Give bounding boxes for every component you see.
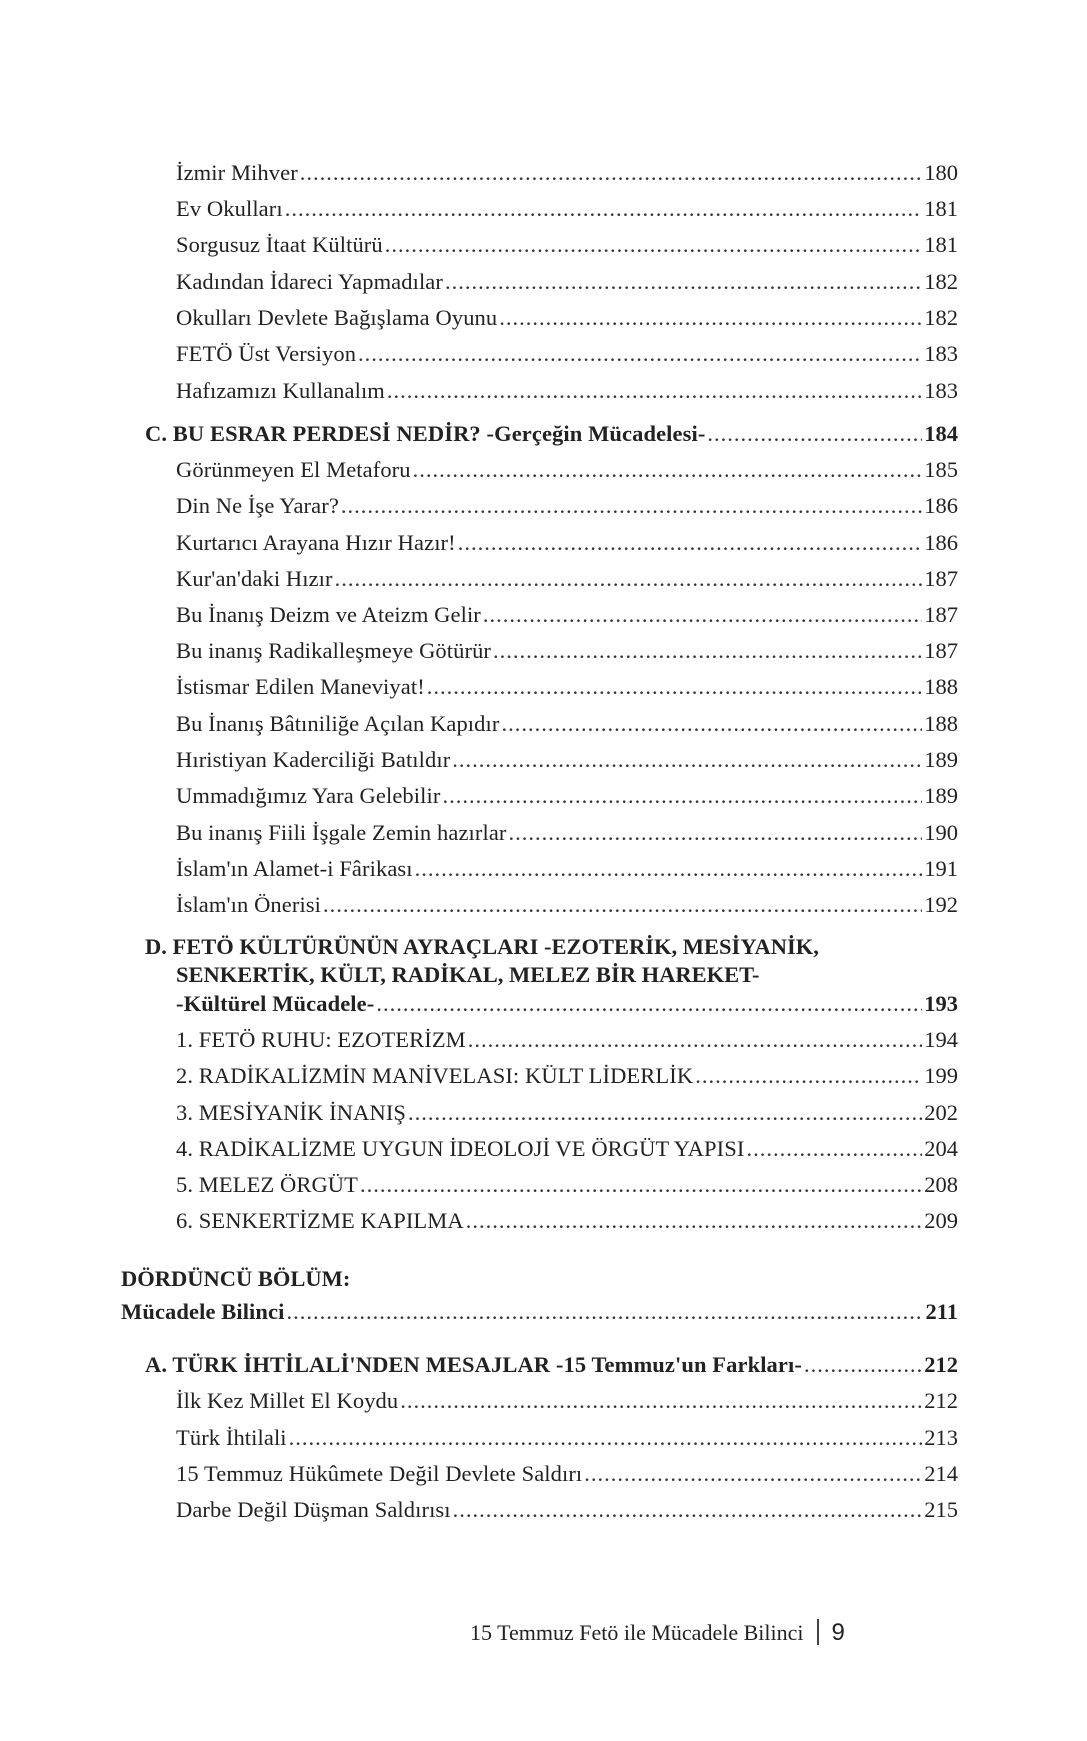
page-number: 9	[831, 1619, 845, 1646]
toc-entry: İslam'ın Önerisi ..... 192	[176, 890, 958, 920]
toc-entry: Bu inanış Radikalleşmeye Götürür ..... 187	[176, 636, 958, 666]
toc-entry: 4. RADİKALİZME UYGUN İDEOLOJİ VE ÖRGÜT YAPISI ..... 204	[176, 1134, 958, 1164]
toc-entry: Kadından İdareci Yapmadılar ..... 182	[176, 267, 958, 297]
toc-entry: Hıristiyan Kaderciliği Batıldır ..... 189	[176, 745, 958, 775]
toc-entry: 5. MELEZ ÖRGÜT ..... 208	[176, 1170, 958, 1200]
toc-entry: İslam'ın Alamet-i Fârikası ..... 191	[176, 854, 958, 884]
toc-entry: Bu inanış Fiili İşgale Zemin hazırlar ..... 190	[176, 818, 958, 848]
toc-section-entry: -Kültürel Mücadele- ..... 193	[176, 989, 958, 1019]
toc-entry: Ev Okulları ..... 181	[176, 194, 958, 224]
toc-entry: Kurtarıcı Arayana Hızır Hazır! ..... 186	[176, 528, 958, 558]
footer-divider	[817, 1619, 819, 1645]
toc-entry: Ummadığımız Yara Gelebilir ..... 189	[176, 781, 958, 811]
toc-entry: 15 Temmuz Hükûmete Değil Devlete Saldırı ..... 214	[176, 1459, 958, 1489]
toc-section-entry: A. TÜRK İHTİLALİ'NDEN MESAJLAR -15 Temmuz'un Farkları- ..... 212	[145, 1350, 958, 1380]
chapter-heading: DÖRDÜNCÜ BÖLÜM:	[121, 1266, 351, 1291]
toc-entry: Türk İhtilali ..... 213	[176, 1423, 958, 1453]
toc-entry: Darbe Değil Düşman Saldırısı ..... 215	[176, 1495, 958, 1525]
toc-entry: İstismar Edilen Maneviyat! ..... 188	[176, 672, 958, 702]
toc-entry: Din Ne İşe Yarar? ..... 186	[176, 491, 958, 521]
toc-entry: Bu İnanış Bâtıniliğe Açılan Kapıdır ..... 188	[176, 709, 958, 739]
toc-chapter-entry: Mücadele Bilinci ..... 211	[121, 1297, 958, 1327]
toc-entry: İlk Kez Millet El Koydu ..... 212	[176, 1386, 958, 1416]
footer-book-title: 15 Temmuz Fetö ile Mücadele Bilinci	[470, 1620, 804, 1645]
toc-entry: Hafızamızı Kullanalım ..... 183	[176, 376, 958, 406]
toc-entry: 6. SENKERTİZME KAPILMA ..... 209	[176, 1206, 958, 1236]
toc-entry: 3. MESİYANİK İNANIŞ ..... 202	[176, 1098, 958, 1128]
toc-entry: Okulları Devlete Bağışlama Oyunu ..... 182	[176, 303, 958, 333]
toc-entry: 1. FETÖ RUHU: EZOTERİZM ..... 194	[176, 1025, 958, 1055]
toc-entry: Bu İnanış Deizm ve Ateizm Gelir ..... 187	[176, 600, 958, 630]
toc-entry: Görünmeyen El Metaforu ..... 185	[176, 455, 958, 485]
toc-entry: FETÖ Üst Versiyon ..... 183	[176, 339, 958, 369]
toc-section-heading-line: SENKERTİK, KÜLT, RADİKAL, MELEZ BİR HAREKET-	[176, 962, 760, 987]
toc-entry: Kur'an'daki Hızır ..... 187	[176, 564, 958, 594]
toc-section-heading-line: D. FETÖ KÜLTÜRÜNÜN AYRAÇLARI -EZOTERİK, MESİYANİK,	[145, 934, 819, 959]
toc-entry: Sorgusuz İtaat Kültürü ..... 181	[176, 230, 958, 260]
page-footer	[470, 1618, 950, 1648]
toc-section-entry: C. BU ESRAR PERDESİ NEDİR? -Gerçeğin Mücadelesi- ..... 184	[145, 419, 958, 449]
toc-entry: İzmir Mihver ..... 180	[176, 158, 958, 188]
toc-entry: 2. RADİKALİZMİN MANİVELASI: KÜLT LİDERLİK ..... 199	[176, 1061, 958, 1091]
